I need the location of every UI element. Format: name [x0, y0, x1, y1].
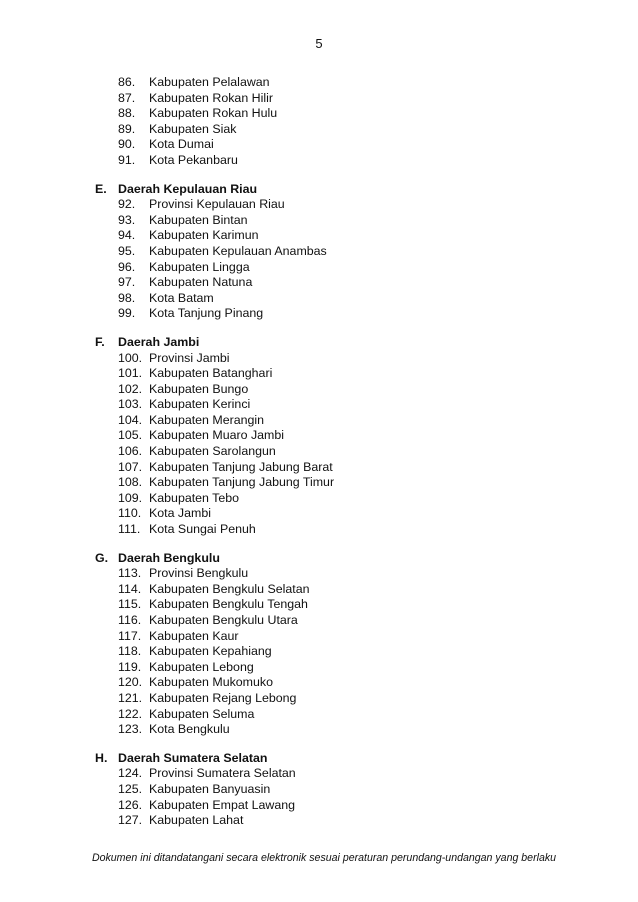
item-number: 89.	[118, 121, 136, 136]
item-name: Kabupaten Muaro Jambi	[149, 428, 285, 443]
list-item	[0, 597, 638, 613]
list-item	[0, 460, 638, 476]
item-name: Kabupaten Bintan	[149, 212, 248, 227]
list-item	[0, 582, 638, 598]
list-item	[0, 660, 638, 676]
item-number: 120.	[118, 675, 143, 690]
item-number: 101.	[118, 366, 143, 381]
item-number: 96.	[118, 259, 136, 274]
section-heading	[0, 335, 638, 351]
item-name: Kabupaten Bengkulu Tengah	[149, 597, 308, 612]
list-item	[0, 106, 638, 122]
item-name: Kabupaten Karimun	[149, 228, 259, 243]
list-item	[0, 260, 638, 276]
item-number: 90.	[118, 137, 136, 152]
item-name: Kabupaten Kerinci	[149, 397, 251, 412]
item-name: Kabupaten Rejang Lebong	[149, 690, 297, 705]
item-name: Kabupaten Kaur	[149, 628, 239, 643]
item-number: 110.	[118, 506, 142, 521]
list-item	[0, 798, 638, 814]
item-name: Kota Dumai	[149, 137, 214, 152]
list-item	[0, 275, 638, 291]
list-item	[0, 291, 638, 307]
item-name: Kabupaten Lahat	[149, 813, 244, 828]
section-letter: H.	[95, 750, 108, 765]
item-number: 114.	[118, 581, 142, 596]
list-item	[0, 228, 638, 244]
list-item	[0, 244, 638, 260]
list-item	[0, 428, 638, 444]
item-number: 94.	[118, 228, 136, 243]
item-number: 115.	[118, 597, 142, 612]
item-name: Kabupaten Kepahiang	[149, 644, 272, 659]
item-name: Kabupaten Seluma	[149, 706, 255, 721]
item-number: 118.	[118, 644, 142, 659]
item-number: 99.	[118, 306, 136, 321]
item-number: 119.	[118, 659, 142, 674]
list-item	[0, 475, 638, 491]
list-item	[0, 137, 638, 153]
section	[0, 335, 638, 538]
list-item	[0, 522, 638, 538]
item-name: Kota Sungai Penuh	[149, 522, 256, 537]
section	[0, 182, 638, 322]
item-number: 106.	[118, 444, 143, 459]
list-item	[0, 691, 638, 707]
region-list	[0, 75, 638, 829]
list-item	[0, 197, 638, 213]
item-name: Kabupaten Merangin	[149, 412, 265, 427]
item-name: Kabupaten Rokan Hilir	[149, 90, 273, 105]
item-number: 93.	[118, 212, 136, 227]
item-name: Kabupaten Kepulauan Anambas	[149, 243, 327, 258]
section-heading	[0, 551, 638, 567]
section-heading	[0, 751, 638, 767]
item-number: 108.	[118, 475, 143, 490]
item-number: 98.	[118, 290, 136, 305]
list-item	[0, 722, 638, 738]
item-number: 126.	[118, 797, 143, 812]
item-number: 117.	[118, 628, 142, 643]
item-name: Kabupaten Bungo	[149, 381, 249, 396]
item-number: 97.	[118, 275, 136, 290]
item-number: 116.	[118, 613, 142, 627]
item-name: Provinsi Sumatera Selatan	[149, 766, 296, 781]
item-number: 111.	[118, 522, 141, 537]
section-letter: G.	[95, 550, 109, 565]
item-name: Kabupaten Banyuasin	[149, 781, 271, 796]
section-title: Daerah Sumatera Selatan	[118, 750, 268, 765]
item-name: Kota Jambi	[149, 506, 211, 521]
item-name: Kabupaten Lingga	[149, 259, 250, 274]
list-item	[0, 75, 638, 91]
list-item	[0, 644, 638, 660]
item-name: Provinsi Jambi	[149, 350, 230, 365]
item-number: 105.	[118, 428, 143, 443]
list-item	[0, 707, 638, 723]
item-name: Kabupaten Lebong	[149, 659, 254, 674]
section-title: Daerah Jambi	[118, 334, 200, 349]
list-item	[0, 491, 638, 507]
item-name: Kabupaten Natuna	[149, 275, 253, 290]
item-name: Kabupaten Rokan Hulu	[149, 106, 278, 121]
item-name: Kabupaten Batanghari	[149, 366, 273, 381]
item-name: Kota Tanjung Pinang	[149, 306, 264, 321]
list-item	[0, 506, 638, 522]
item-number: 88.	[118, 106, 136, 121]
section	[0, 551, 638, 738]
list-item	[0, 153, 638, 169]
list-item	[0, 782, 638, 798]
item-number: 102.	[118, 381, 143, 396]
item-number: 100.	[118, 350, 143, 365]
item-name: Kota Batam	[149, 290, 214, 305]
item-name: Kabupaten Tanjung Jabung Barat	[149, 459, 333, 474]
item-number: 123.	[118, 722, 143, 737]
page-number: 5	[315, 36, 323, 51]
list-item	[0, 613, 638, 629]
list-item	[0, 91, 638, 107]
section	[0, 751, 638, 829]
list-item	[0, 413, 638, 429]
section-letter: F.	[95, 334, 105, 349]
list-item	[0, 366, 638, 382]
item-name: Kabupaten Tebo	[149, 490, 240, 505]
item-number: 95.	[118, 243, 136, 258]
item-number: 124.	[118, 766, 143, 781]
footer-note: Dokumen ini ditandatangani secara elektronik sesuai peraturan perundang-undangan yang berlaku	[91, 852, 557, 864]
item-name: Provinsi Kepulauan Riau	[149, 197, 285, 212]
item-number: 127.	[118, 813, 143, 828]
item-number: 113.	[118, 566, 142, 581]
item-number: 107.	[118, 459, 143, 474]
section-title: Daerah Kepulauan Riau	[118, 181, 258, 196]
section-title: Daerah Bengkulu	[118, 550, 220, 565]
item-name: Kabupaten Tanjung Jabung Timur	[149, 475, 335, 490]
item-number: 125.	[118, 781, 143, 796]
item-number: 109.	[118, 490, 143, 505]
item-name: Kabupaten Siak	[149, 121, 237, 136]
item-number: 103.	[118, 397, 143, 412]
list-item	[0, 444, 638, 460]
item-name: Kota Pekanbaru	[149, 152, 238, 167]
item-name: Kabupaten Pelalawan	[149, 75, 270, 89]
list-item	[0, 766, 638, 782]
item-name: Kota Bengkulu	[149, 722, 230, 737]
item-number: 86.	[118, 75, 136, 89]
list-item	[0, 382, 638, 398]
list-item	[0, 122, 638, 138]
item-number: 92.	[118, 197, 136, 212]
list-item	[0, 675, 638, 691]
section-heading	[0, 182, 638, 198]
continued-list	[0, 75, 638, 169]
item-name: Kabupaten Bengkulu Utara	[149, 613, 298, 627]
list-item	[0, 813, 638, 829]
list-item	[0, 629, 638, 645]
item-number: 87.	[118, 90, 136, 105]
item-name: Kabupaten Empat Lawang	[149, 797, 296, 812]
list-item	[0, 213, 638, 229]
item-number: 122.	[118, 706, 143, 721]
item-name: Kabupaten Mukomuko	[149, 675, 273, 690]
item-name: Provinsi Bengkulu	[149, 566, 249, 581]
item-number: 91.	[118, 152, 136, 167]
list-item	[0, 351, 638, 367]
item-name: Kabupaten Sarolangun	[149, 444, 276, 459]
section-letter: E.	[95, 181, 107, 196]
item-number: 104.	[118, 412, 143, 427]
item-number: 121.	[118, 690, 143, 705]
list-item	[0, 306, 638, 322]
list-item	[0, 566, 638, 582]
item-name: Kabupaten Bengkulu Selatan	[149, 581, 310, 596]
list-item	[0, 397, 638, 413]
